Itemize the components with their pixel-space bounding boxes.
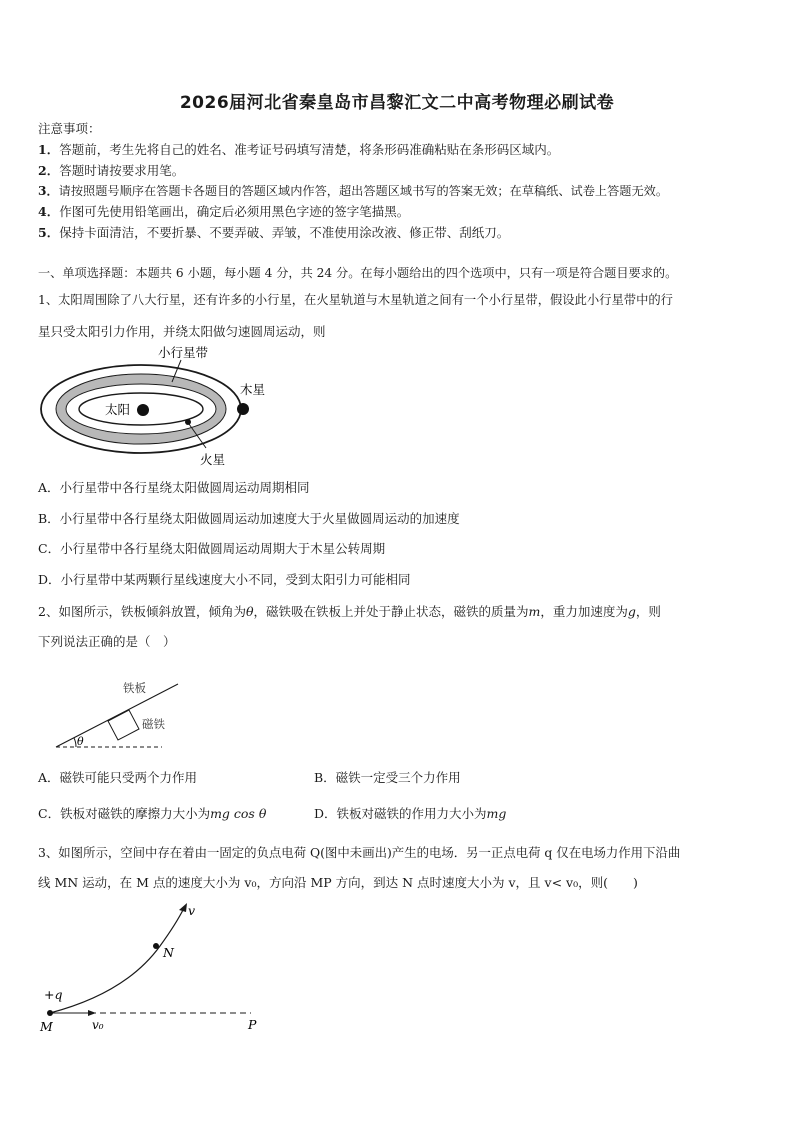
gravity-symbol: g (627, 604, 636, 619)
section-heading: 一、单项选择题：本题共 6 小题，每小题 4 分，共 24 分。在每小题给出的四个选项中，只有一项是符合题目要求的。 (38, 266, 678, 280)
q2-stem-line2: 下列说法正确的是（ ） (38, 634, 176, 649)
q2-option-c-text: C．铁板对磁铁的摩擦力大小为 (38, 806, 211, 821)
notice-item-text: 答题前，考生先将自己的姓名、准考证号码填写清楚，将条形码准确粘贴在条形码区域内。 (59, 142, 560, 157)
notice-item-3 (38, 183, 668, 199)
q1-option-d: D．小行星带中某两颗行星线速度大小不同，受到太阳引力可能相同 (38, 572, 411, 587)
mars-label: 火星 (200, 452, 226, 467)
curve-mn (50, 908, 184, 1013)
n-label: N (163, 945, 174, 960)
q2-option-c-formula: mg cos θ (210, 806, 267, 821)
q2-option-b: B．磁铁一定受三个力作用 (314, 770, 461, 785)
q3-trajectory-diagram (36, 898, 276, 1038)
iron-plate-label: 铁板 (123, 681, 146, 695)
notice-item-2 (38, 163, 184, 179)
notice-item-text: 保持卡面清洁，不要折暴、不要弄破、弄皱，不准使用涂改液、修正带、刮纸刀。 (59, 225, 510, 240)
notice-item-number: 1． (38, 142, 60, 157)
notice-item-number: 5． (38, 225, 60, 240)
q3-stem-line2: 线 MN 运动，在 M 点的速度大小为 v₀，方向沿 MP 方向，到达 N 点时速度大小为 v，且 v< v₀，则( ) (38, 875, 638, 890)
q2-stem-part: ，重力加速度为 (540, 604, 628, 619)
notice-item-number: 2． (38, 163, 60, 178)
notice-item-1 (38, 142, 559, 158)
notice-item-number: 4． (38, 204, 60, 219)
q1-stem-line1: 1、太阳周围除了八大行星，还有许多的小行星，在火星轨道与木星轨道之间有一个小行星带，假设此小行星带中的行 (38, 293, 673, 307)
notice-item-4 (38, 204, 409, 220)
notice-item-text: 作图可先使用铅笔画出，确定后必须用黑色字迹的签字笔描黑。 (59, 204, 410, 219)
q2-incline-diagram (50, 674, 190, 754)
page-title: 2026届河北省秦皇岛市昌黎汇文二中高考物理必刷试卷 (179, 93, 615, 113)
q2-option-d (314, 806, 506, 822)
q1-option-a: A．小行星带中各行星绕太阳做圆周运动周期相同 (38, 480, 310, 495)
magnet-block (108, 710, 139, 740)
angle-arc (74, 738, 76, 747)
jupiter-label: 木星 (240, 382, 266, 397)
m-label: M (40, 1019, 53, 1034)
q2-option-c (38, 806, 266, 822)
q2-option-d-text: D．铁板对磁铁的作用力大小为 (314, 806, 487, 821)
q2-stem-part: ，则 (635, 604, 661, 619)
notice-item-number: 3． (38, 184, 59, 198)
q2-stem-line1 (38, 604, 661, 620)
q1-orbit-diagram (36, 342, 276, 472)
jupiter-dot (237, 403, 249, 415)
belt-label: 小行星带 (158, 345, 209, 360)
v0-arrow-head (88, 1010, 96, 1016)
q1-stem-line2: 星只受太阳引力作用，并绕太阳做匀速圆周运动，则 (38, 324, 326, 339)
notice-item-text: 请按照题号顺序在答题卡各题目的答题区域内作答，超出答题区域书写的答案无效；在草稿纸、试卷上答题无效。 (58, 184, 669, 198)
p-label: P (248, 1017, 257, 1032)
mars-dot (185, 419, 191, 425)
v0-label: v₀ (92, 1018, 104, 1032)
mass-symbol: m (528, 604, 541, 619)
angle-label: θ (77, 735, 84, 748)
q1-option-b: B．小行星带中各行星绕太阳做圆周运动加速度大于火星做圆周运动的加速度 (38, 511, 460, 526)
charge-label: +q (44, 987, 63, 1002)
q2-option-a: A．磁铁可能只受两个力作用 (38, 770, 198, 785)
point-n (153, 943, 159, 949)
q3-stem-line1: 3、如图所示，空间中存在着由一固定的负点电荷 Q(图中未画出)产生的电场．另一正点电荷 q 仅在电场力作用下沿曲 (38, 845, 681, 860)
theta-symbol: θ (245, 604, 254, 619)
notice-item-text: 答题时请按要求用笔。 (59, 163, 185, 178)
q2-stem-part: 2、如图所示，铁板倾斜放置，倾角为 (38, 604, 246, 619)
q2-stem-part: ，磁铁吸在铁板上并处于静止状态，磁铁的质量为 (253, 604, 529, 619)
q2-option-d-formula: mg (486, 806, 507, 821)
notice-heading: 注意事项： (38, 121, 101, 136)
v-arrow-head (179, 903, 187, 912)
magnet-label: 磁铁 (142, 717, 165, 731)
q1-option-c: C．小行星带中各行星绕太阳做圆周运动周期大于木星公转周期 (38, 541, 386, 556)
sun-label: 太阳 (105, 402, 131, 417)
notice-item-5 (38, 225, 509, 241)
v-label: v (188, 903, 196, 918)
point-m (47, 1010, 53, 1016)
sun-dot (137, 404, 149, 416)
